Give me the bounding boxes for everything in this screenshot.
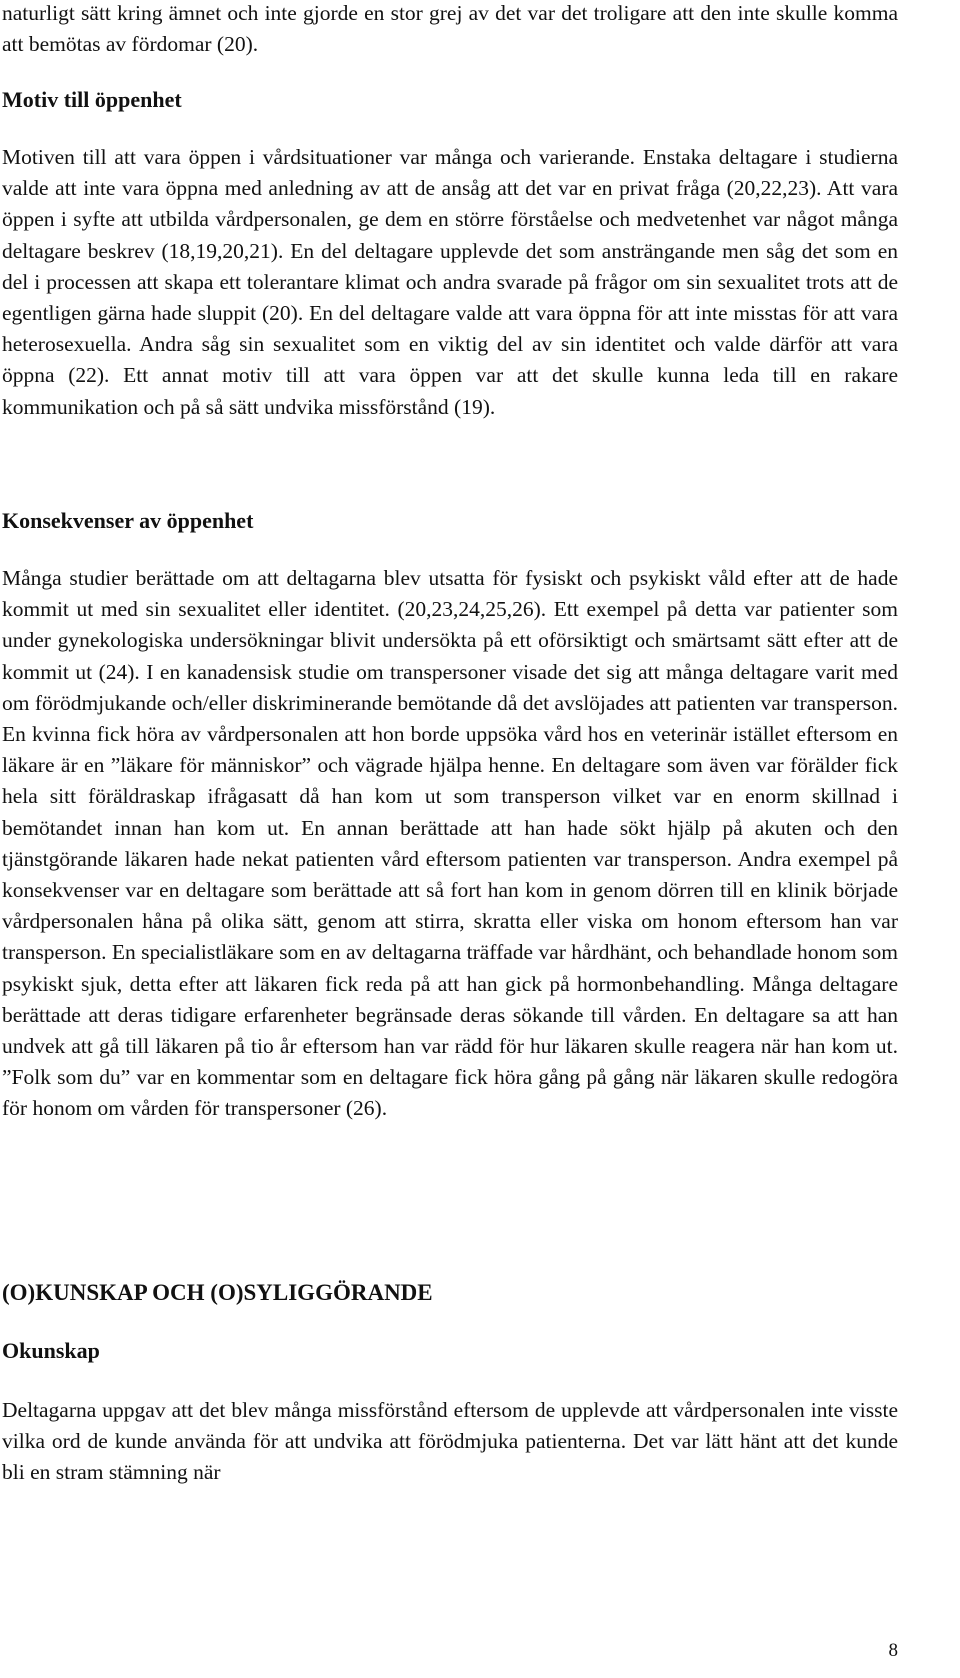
paragraph-okunskap: Deltagarna uppgav att det blev många missförstånd eftersom de upplevde att vårdpersonalen inte visste vilka ord de kunde använda för att undvika att förödmjuka patienterna. Det var lätt hänt att det kunde bli en stram stämning när — [2, 1398, 898, 1485]
paragraph-konsekvenser: Många studier berättade om att deltagarna blev utsatta för fysiskt och psykiskt våld efter att de hade kommit ut med sin sexualitet eller identitet. (20,23,24,25,26). Ett exempel på detta var patienter som under gynekologiska undersökningar blivit undersökta på ett oförsiktigt och smärtsamt sätt efter att de kommit ut (24). I en kanadensisk studie om transpersoner visade det sig att många deltagare varit med om förödmjukande och/eller diskriminerande bemötande då det avslöjades att patienten var transperson. En kvinna fick höra av vårdpersonalen att hon borde uppsöka vård hos en veterinär istället eftersom en läkare är en ”läkare för människor” och vägrade hjälpa henne. En deltagare som även var förälder fick hela sitt föräldraskap ifrågasatt då han kom ut som transperson vilket var en enorm skillnad i bemötandet innan han kom ut. En annan berättade att han hade sökt hjälp på akuten och den tjänstgörande läkaren hade nekat patienten vård eftersom patienten var transperson. Andra exempel på konsekvenser var en deltagare som berättade att så fort han kom in genom dörren till en klinik började vårdpersonalen håna på olika sätt, genom att stirra, skratta eller viska om honom eftersom han var transperson. En specialistläkare som en av deltagarna träffade var hårdhänt, och behandlade honom som psykiskt sjuk, detta efter att läkaren fick reda på att han gick på hormonbehandling. Många deltagare berättade att deras tidigare erfarenheter begränsade deras sökande till vården. En deltagare sa att han undvek att gå till läkaren på tio år eftersom han var rädd för hur läkaren skulle reagera när han kom ut. ”Folk som du” var en kommentar som en deltagare fick höra gång på gång när läkaren skulle redogöra för honom om vården för transpersoner (26). — [2, 566, 898, 1121]
intro-paragraph: naturligt sätt kring ämnet och inte gjorde en stor grej av det var det troligare att den inte skulle komma att bemötas av fördomar (20). — [2, 1, 898, 57]
paragraph-motiv: Motiven till att vara öppen i vårdsituationer var många och varierande. Enstaka deltagare i studierna valde att inte vara öppna med anledning av att de ansåg att det var en privat fråga (20,22,23). Att vara öppen i syfte att utbilda vårdpersonalen, ge dem en större förståelse och medvetenhet var något många deltagare beskrev (18,19,20,21). En del deltagare upplevde det som ansträngande men såg det som en del i processen att skapa ett tolerantare klimat och andra svarade på frågor om sin sexualitet trots att de egentligen gärna hade sluppit (20). En del deltagare valde att vara öppna för att inte misstas för att vara heterosexuella. Andra såg sin sexualitet som en viktig del av sin identitet och valde därför att vara öppna (22). Ett annat motiv till att vara öppen var att det skulle kunna leda till en rakare kommunikation och på så sätt undvika missförstånd (19). — [2, 145, 898, 419]
heading-motiv-till-oppenhet: Motiv till öppenhet — [2, 87, 182, 112]
chapter-heading-okunskap-och-osynliggorande: (O)KUNSKAP OCH (O)SYLIGGÖRANDE — [2, 1280, 433, 1305]
heading-okunskap: Okunskap — [2, 1338, 100, 1363]
page-number: 8 — [888, 1640, 898, 1661]
heading-konsekvenser-av-oppenhet: Konsekvenser av öppenhet — [2, 508, 254, 533]
